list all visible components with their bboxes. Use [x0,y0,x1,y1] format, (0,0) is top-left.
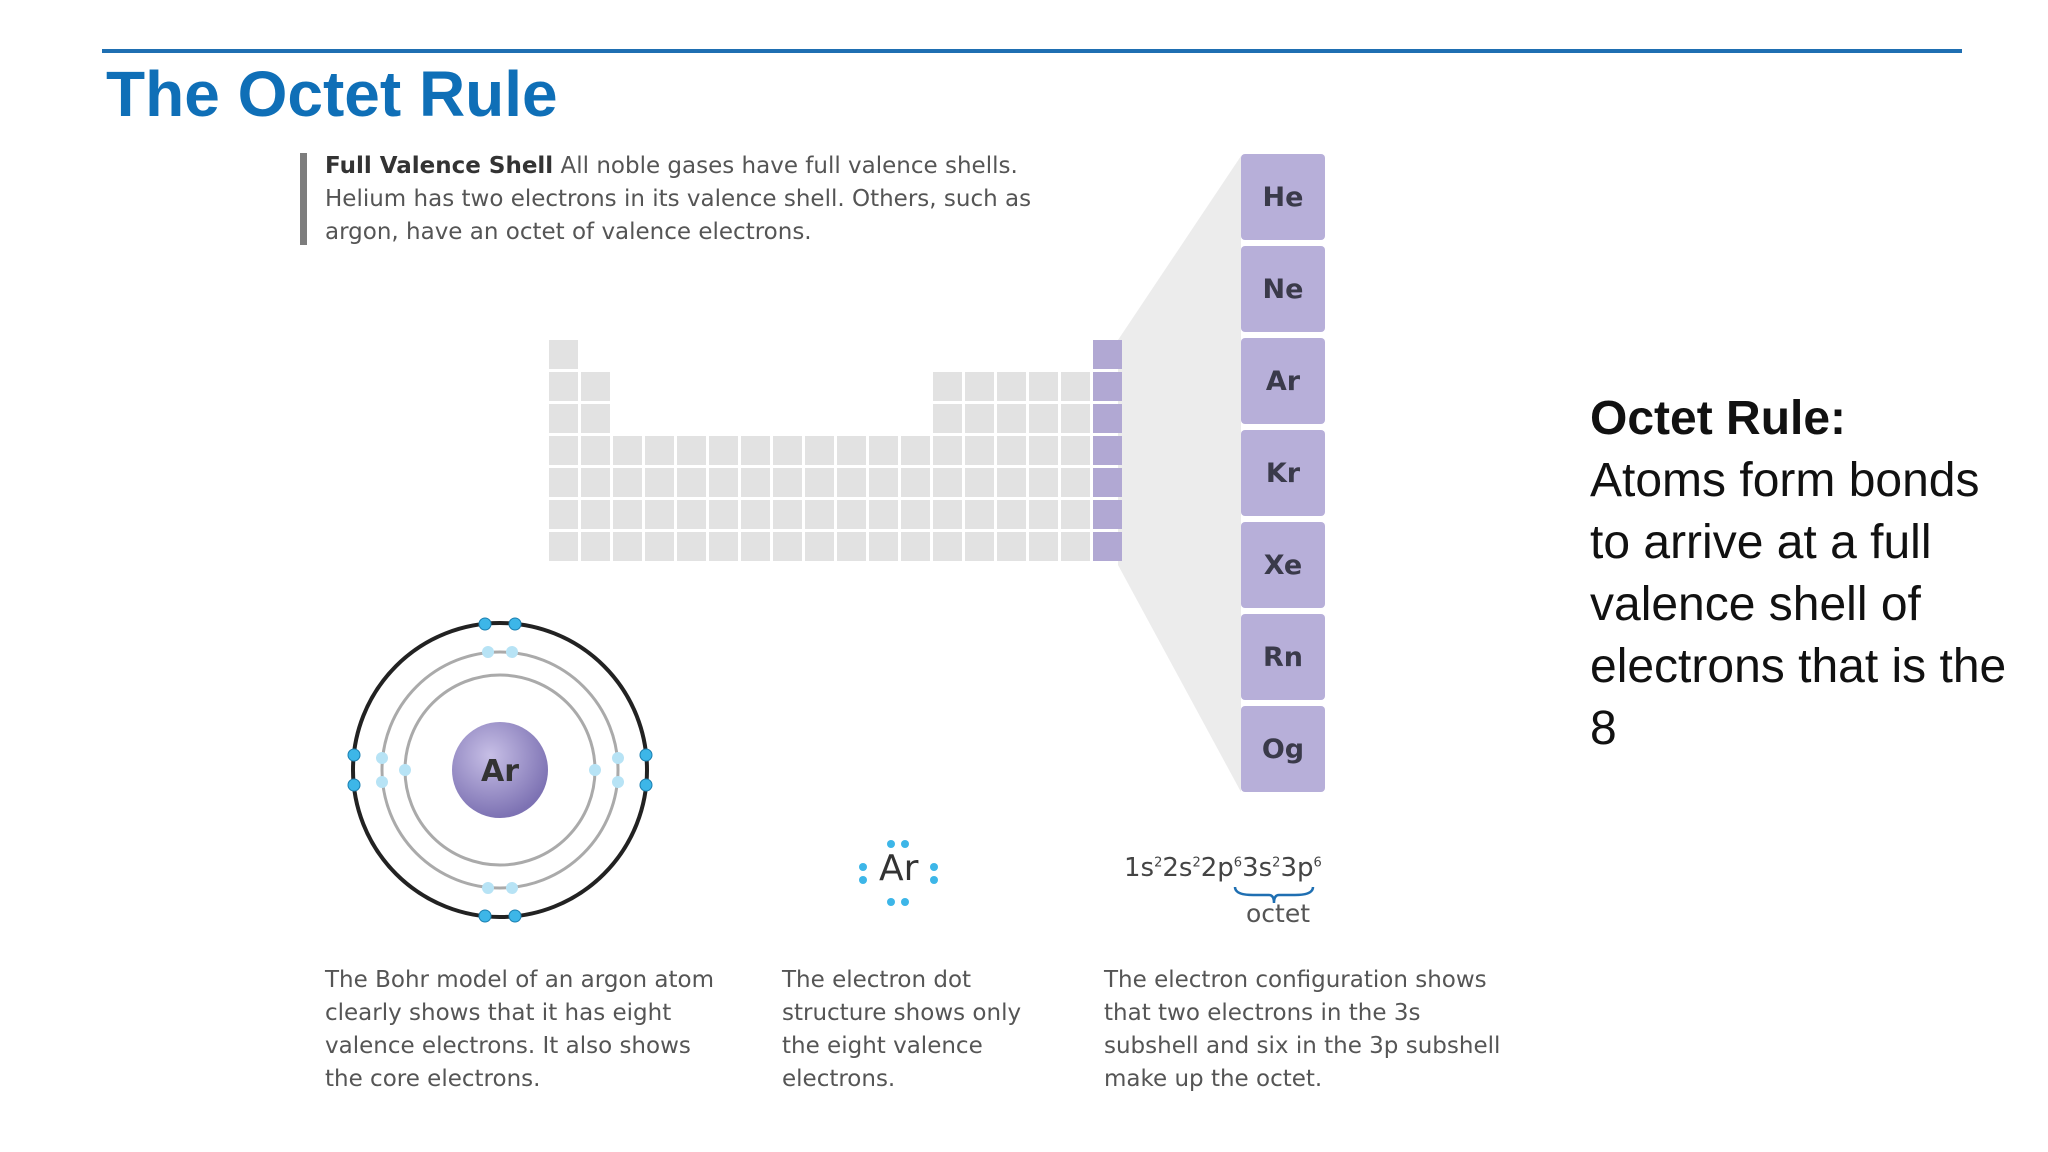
element-cell [741,532,770,561]
element-cell [741,500,770,529]
element-cell [549,532,578,561]
element-cell [901,500,930,529]
element-cell [1029,404,1058,433]
element-cell [549,340,578,369]
element-cell [869,532,898,561]
element-cell [677,468,706,497]
element-cell [869,500,898,529]
valence-electron [509,910,521,922]
octet-rule-note [1590,388,2030,760]
element-cell [901,436,930,465]
bohr-description: The Bohr model of an argon atom clearly shows that it has eight valence electrons. It also shows the core electrons. [325,967,714,1092]
noble-gas-cell [1093,372,1122,401]
noble-gas-cell [1093,468,1122,497]
element-cell [997,436,1026,465]
valence-electron [509,618,521,630]
element-cell [965,468,994,497]
element-cell [997,532,1026,561]
valence-electron [348,779,360,791]
element-cell [677,532,706,561]
element-cell [901,532,930,561]
element-cell [773,468,802,497]
element-cell [709,532,738,561]
element-cell [933,372,962,401]
element-cell [549,404,578,433]
slide-title: The Octet Rule [106,58,558,130]
element-cell [997,500,1026,529]
core-electron [612,776,624,788]
core-electron [612,752,624,764]
noble-gas-rn: Rn [1241,614,1325,700]
element-cell [645,500,674,529]
valence-electron [348,749,360,761]
element-cell [645,532,674,561]
element-cell [613,436,642,465]
valence-electron [479,618,491,630]
element-cell [869,468,898,497]
element-cell [645,436,674,465]
element-cell [837,436,866,465]
core-electron [399,764,411,776]
noble-gas-he: He [1241,154,1325,240]
dot-symbol: Ar [879,848,919,889]
element-cell [965,436,994,465]
config-description: The electron configuration shows that two electrons in the 3s subshell and six in the 3p subshell make up the octet. [1104,967,1501,1092]
element-cell [581,436,610,465]
element-cell [965,372,994,401]
element-cell [1029,372,1058,401]
element-cell [709,500,738,529]
noble-gas-ne: Ne [1241,246,1325,332]
element-cell [933,500,962,529]
element-cell [965,404,994,433]
element-cell [645,468,674,497]
core-electron [589,764,601,776]
element-cell [933,532,962,561]
valence-electron [640,749,652,761]
element-cell [709,436,738,465]
core-electron [482,882,494,894]
core-electron [482,646,494,658]
element-cell [1061,532,1090,561]
element-cell [581,468,610,497]
octet-label: octet [1246,899,1311,928]
element-cell [901,468,930,497]
element-cell [549,500,578,529]
element-cell [549,468,578,497]
element-cell [773,500,802,529]
element-cell [581,532,610,561]
caption-text: All noble gases have full valence shells. Helium has two electrons in its valence shell. Others, such as argon, have an octet of valence electrons. [325,153,1032,245]
element-cell [741,436,770,465]
element-cell [805,436,834,465]
element-cell [997,404,1026,433]
core-electron [506,646,518,658]
element-cell [997,468,1026,497]
noble-gas-cell [1093,500,1122,529]
element-cell [677,500,706,529]
core-electron [376,776,388,788]
element-cell [773,436,802,465]
element-cell [965,532,994,561]
element-cell [1061,500,1090,529]
caption-heading: Full Valence Shell [325,153,554,179]
element-cell [773,532,802,561]
element-cell [581,372,610,401]
element-cell [709,468,738,497]
element-cell [869,436,898,465]
element-cell [837,532,866,561]
noble-gas-ar: Ar [1241,338,1325,424]
element-cell [1061,372,1090,401]
element-cell [613,500,642,529]
element-cell [677,436,706,465]
element-cell [741,468,770,497]
core-electron [376,752,388,764]
noble-gas-cell [1093,404,1122,433]
valence-electron [640,779,652,791]
octet-rule-heading: Octet Rule: [1590,392,1847,445]
element-cell [1029,436,1058,465]
element-cell [581,404,610,433]
element-cell [837,468,866,497]
element-cell [1029,468,1058,497]
element-cell [613,532,642,561]
noble-gas-cell [1093,532,1122,561]
element-cell [933,468,962,497]
element-cell [1029,532,1058,561]
element-cell [805,468,834,497]
periodic-table [549,340,1119,565]
element-cell [933,436,962,465]
element-cell [805,532,834,561]
element-cell [1061,404,1090,433]
element-cell [933,404,962,433]
element-cell [549,436,578,465]
noble-gas-og: Og [1241,706,1325,792]
element-cell [805,500,834,529]
element-cell [997,372,1026,401]
element-cell [1061,436,1090,465]
octet-rule-body: Atoms form bonds to arrive at a full valence shell of electrons that is the 8 [1590,454,2007,755]
element-cell [613,468,642,497]
dot-description: The electron dot structure shows only the eight valence electrons. [782,967,1022,1092]
electron-configuration: $1s^22s^22p^63s^23p^6$ [1124,853,1322,883]
element-cell [581,500,610,529]
valence-electron [479,910,491,922]
core-electron [506,882,518,894]
noble-gas-cell [1093,340,1122,369]
noble-gas-xe: Xe [1241,522,1325,608]
nucleus-label: Ar [480,754,520,789]
element-cell [549,372,578,401]
element-cell [1061,468,1090,497]
element-cell [837,500,866,529]
element-cell [1029,500,1058,529]
noble-gas-cell [1093,436,1122,465]
bohr-model [340,610,660,930]
element-cell [965,500,994,529]
noble-gas-kr: Kr [1241,430,1325,516]
